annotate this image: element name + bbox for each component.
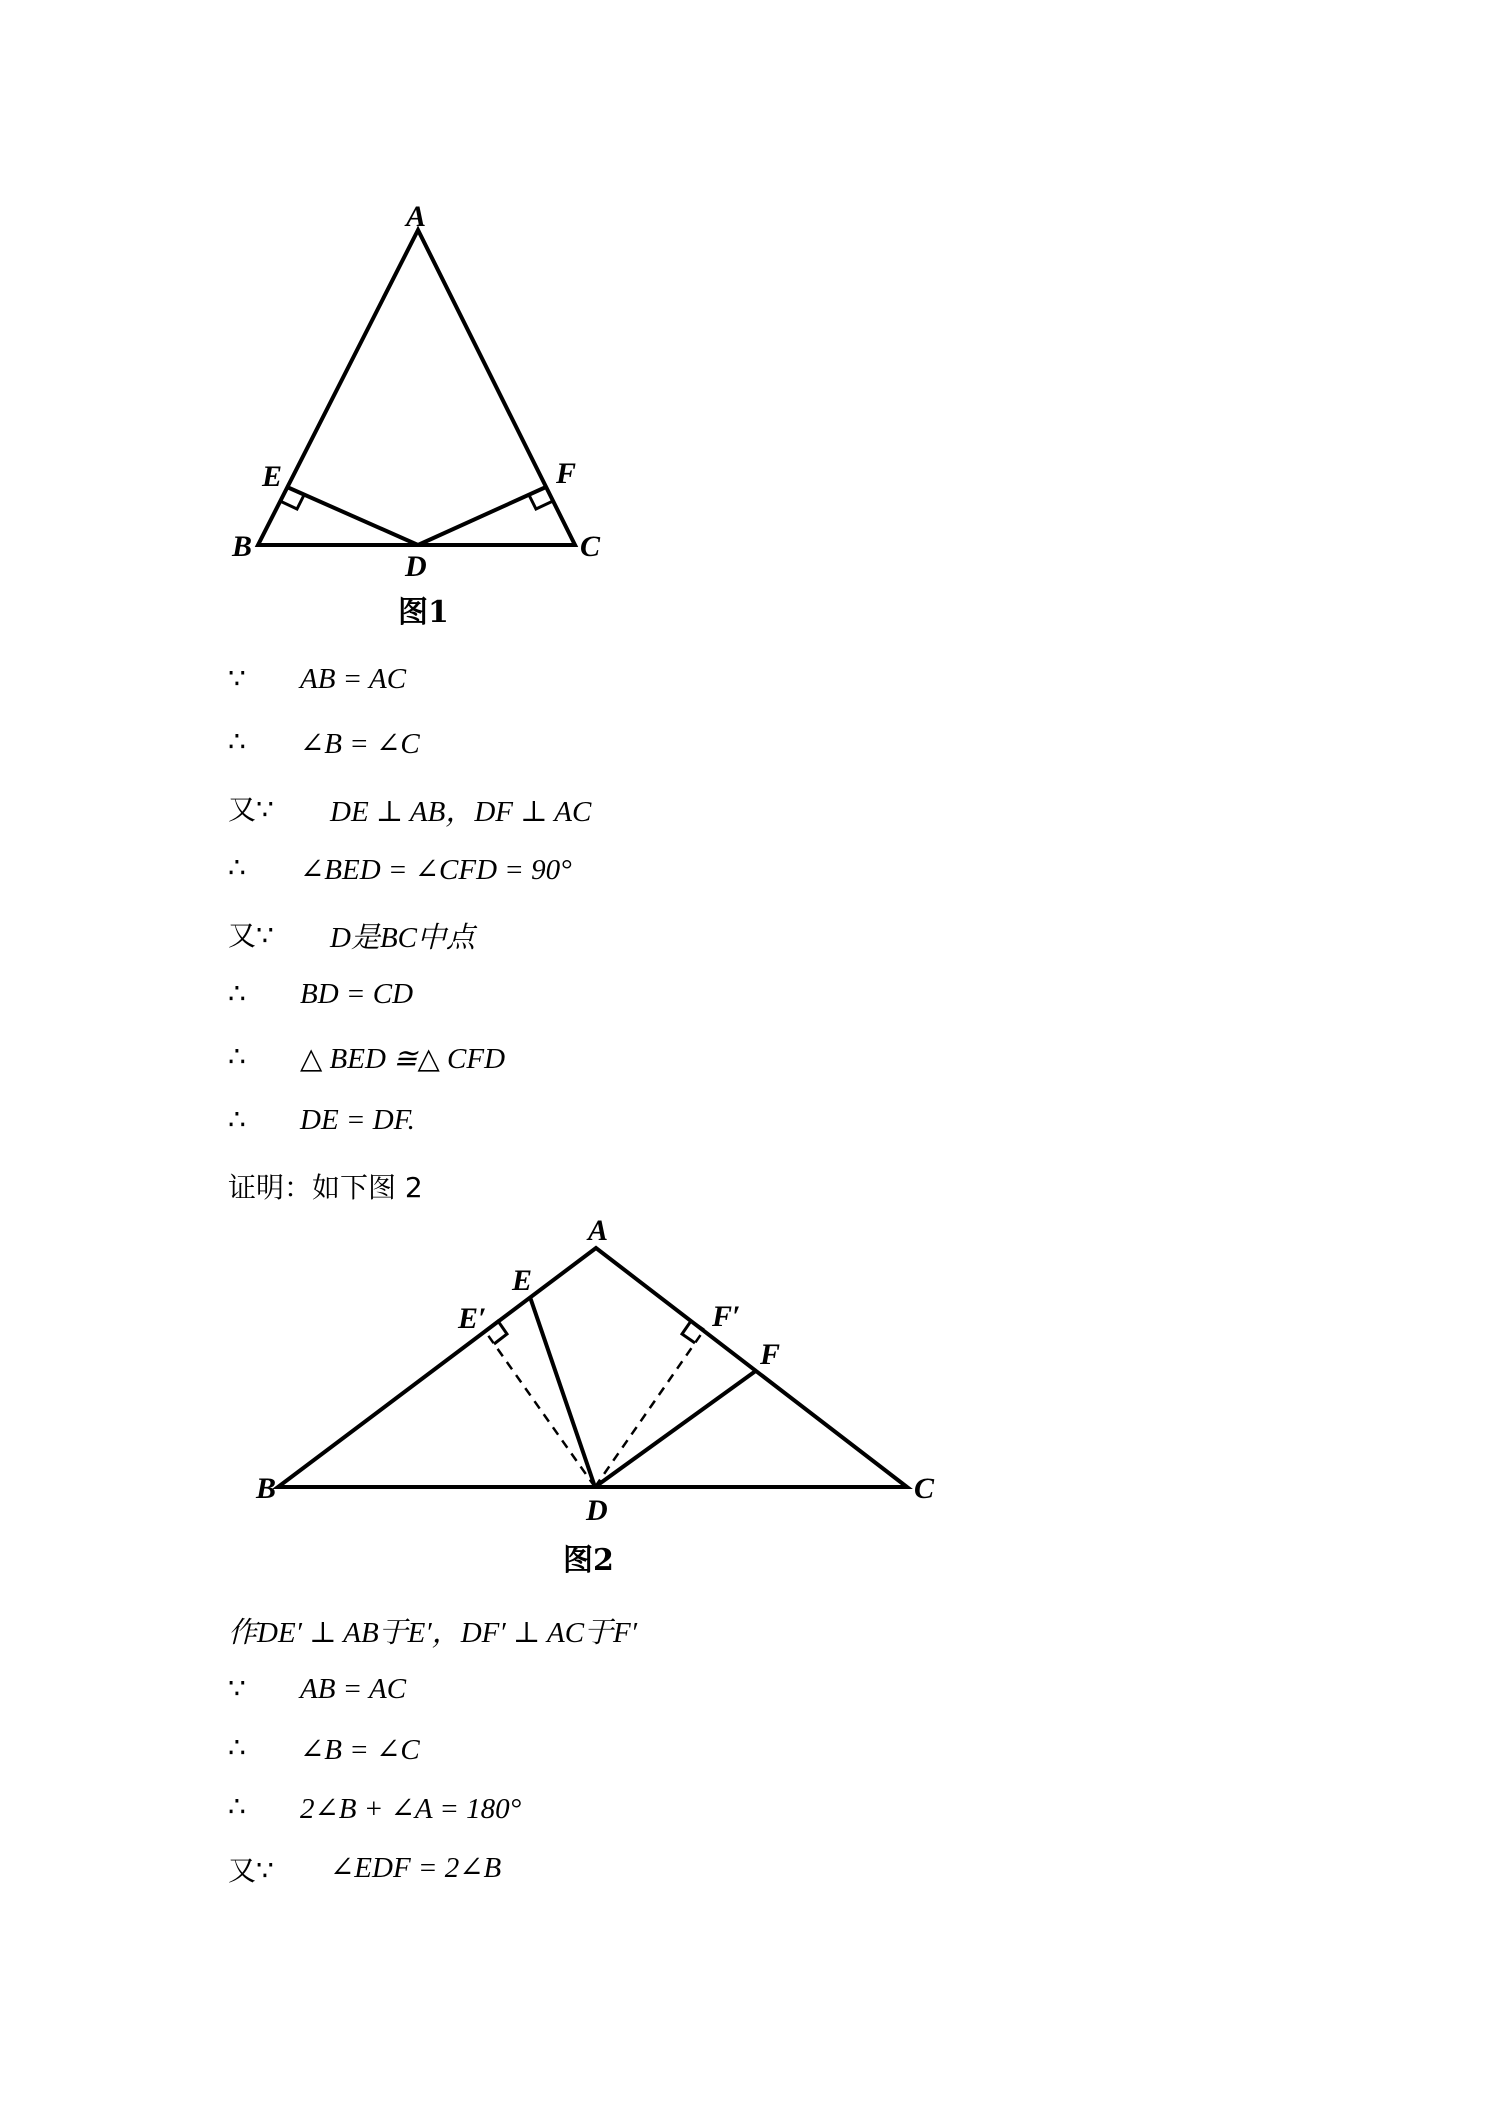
label-e-fig1: E [262,460,283,493]
because-symbol: ∵ [228,1672,246,1705]
label-a-fig2: A [588,1214,609,1247]
figure-1 [0,0,1488,660]
figure-2 [0,1200,1488,1580]
proof1-expr: ∠BED = ∠CFD = 90° [300,854,572,886]
also-because-symbol: 又∵ [228,793,274,826]
proof1-expr: DE = DF. [300,1104,415,1136]
therefore-symbol: ∴ [228,725,246,758]
label-e-prime-fig2: E′ [458,1302,487,1335]
proof1-expr: D是BC中点 [330,922,476,954]
triangle-abc-fig1 [258,230,575,545]
label-d-fig2: D [586,1494,608,1527]
also-because-symbol: 又∵ [228,1854,274,1887]
label-f-prime-fig2: F′ [712,1300,741,1333]
proof1-expr: ∠B = ∠C [300,728,420,760]
therefore-symbol: ∴ [228,977,246,1010]
label-c-fig1: C [580,530,601,563]
proof2-expr: AB = AC [300,1673,407,1705]
proof1-expr: AB = AC [300,663,407,695]
caption-fig2: 图2 [563,1543,614,1578]
segment-de-prime-dashed [485,1331,595,1487]
label-f-fig1: F [556,457,577,490]
label-b-fig2: B [256,1472,277,1505]
segment-df-fig1 [418,487,546,545]
because-symbol: ∵ [228,662,246,695]
proof2-intro: 证明：如下图 2 [228,1171,423,1204]
proof1-expr: DE ⊥ AB，DF ⊥ AC [330,796,592,828]
label-b-fig1: B [232,530,253,563]
also-because-symbol: 又∵ [228,919,274,952]
triangle-abc-fig2 [278,1248,907,1487]
therefore-symbol: ∴ [228,851,246,884]
proof1-expr: BD = CD [300,978,414,1010]
label-c-fig2: C [914,1472,935,1505]
construction-line: 作DE′ ⊥ AB于E′，DF′ ⊥ AC于F′ [228,1617,638,1649]
therefore-symbol: ∴ [228,1731,246,1764]
label-d-fig1: D [405,550,427,583]
proof2-expr: ∠EDF = 2∠B [330,1852,502,1884]
proof2-expr: 2∠B + ∠A = 180° [300,1793,522,1825]
segment-df-prime-dashed [595,1330,704,1487]
therefore-symbol: ∴ [228,1790,246,1823]
therefore-symbol: ∴ [228,1103,246,1136]
label-f-fig2: F [760,1338,781,1371]
label-a-fig1: A [406,200,427,233]
segment-de-fig2 [530,1297,595,1487]
segment-de-fig1 [287,487,418,545]
proof1-expr: △ BED ≅△ CFD [300,1043,506,1075]
label-e-fig2: E [512,1264,533,1297]
caption-fig1: 图1 [398,595,449,630]
proof2-expr: ∠B = ∠C [300,1734,420,1766]
segment-df-fig2 [595,1370,757,1487]
therefore-symbol: ∴ [228,1040,246,1073]
